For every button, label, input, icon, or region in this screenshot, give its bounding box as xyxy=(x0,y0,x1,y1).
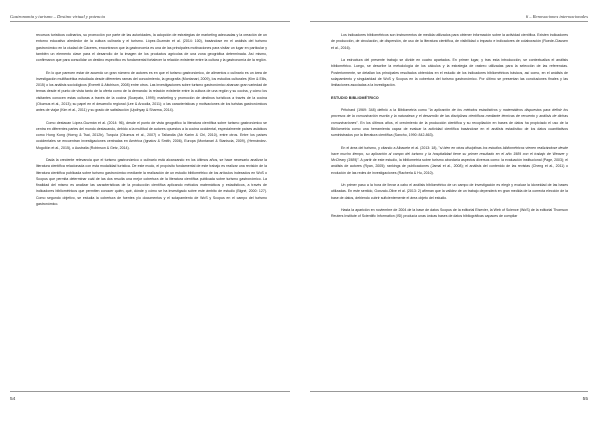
paragraph: La estructura del presente trabajo se divide en cuatro apartados. En primer lugar, y tras esta introducción, se contextualiza el análisis bibliométrico. Luego, se describe la metodología de los cálculos y la estrategia de rastreo utilizadas para la selección de las referencias. Posteriormente, se detallan los principales resultados obtenidos en el estudio de los indicadores bibliométricos básicos, así como, en el análisis de solapamiento y singularidad de WoS y Scopus en la cobertura del turismo gastronómico. Por último se presentan las conclusiones finales y las limitaciones asociadas a la investigación. xyxy=(331,58,568,87)
text-run: ". A partir de este estudio, la bibliometría sobre turismo abordaría aspectos diversos como: la evaluación institucional (Page, 2003); el análisis de autores (Ryan, 2005); rankings de publicaciones (Jamal et al., 2008); el análisis del contenido de las revistas (Cheng et al., 2011) o evolución de las redes de investigaciones (Racherla & Hu, 2010). xyxy=(331,158,568,175)
text-run: En el área del turismo, y citando a Albacete et al. (2013: 18), " xyxy=(341,145,440,150)
body-text xyxy=(331,32,568,226)
paragraph: recursos turísticos culinarios, su promoción por parte de las autoridades, la adopción de estrategias de marketing adecuadas y la creación de un entorno educativo alrededor de la cultura culinaria y el turismo. López-Guzmán et al. (2014: 100), basándose en el análisis del turismo gastronómico en la ciudad de Cáceres, encontraron que la gastronomía es una de las principales motivaciones para visitar un lugar en particular y también un elemento clave para el desarrollo de la imagen de los productos agrícolas de una zona geográfica determinada. Así mismo, confirmaron que para consolidar un destino específico es fundamental fortalecer la relación existente entre la cultura y la gastronomía de la región. xyxy=(36,33,267,62)
header-rule xyxy=(310,21,588,22)
paragraph-definition xyxy=(331,107,568,138)
paragraph: En lo que parecen estar de acuerdo un gran número de autores es en que el turismo gastronómico, de alimentos o culinario es un área de investigación multifacética estudiada desde diferentes ramas del conocimiento, la geografía (Montanari, 2009), los estudios culturales (Kim & Ellis, 2015) o los análisis sociológicos (Everett & Aitchison, 2008) entre otros. Las investigaciones sobre turismo gastronómico abarcan gran variedad de temas desde el punto de vista tanto de la oferta como de la demanda: la relación existente entre la cultura de una región y su cocina, y cómo los visitantes conocen estas culturas a través de la cocina (Scarpato, 1999); marketing y promoción de destinos turísticos a través de la cocina (Okumus et al., 2013); su papel en el desarrollo regional (Lee & Arcodia, 2011); o las características y motivaciones de los turistas gastronómicos antes de viajar (Kim et al., 2011) y su grado de satisfacción (Updhyay & Sharma, 2014). xyxy=(36,70,267,112)
paragraph: Dada la creciente relevancia que el turismo gastronómico o culinario está alcanzando en los últimos años, se hace necesario analizar la literatura científica relacionada con esta modalidad turística. De este modo, el propósito fundamental de este trabajo es realizar una revisión de la literatura científica publicada sobre turismo gastronómico mediante la realización de un estudio bibliométrico de los artículos indexados en WoS o Scopus que permita determinar cuál de las dos resulta una mejor cobertura de la literatura científica publicada sobre turismo gastronómico. La finalidad del mismo es analizar las características de la producción científica aplicando métodos matemáticos y estadísticos, a través de indicadores bibliométricos que permiten conocer quién, qué, dónde y cómo se ha investigado sobre este ámbito de estudio (Bigné, 2000: 127). Como segundo objetivo, se estudia la cobertura de fuentes y/o documentos y el solapamiento de WoS y Scopus en el campo del turismo gastronómico. xyxy=(36,158,267,206)
footer-rule xyxy=(10,391,290,392)
footer-rule xyxy=(310,391,588,392)
paragraph-tourism xyxy=(331,145,568,176)
italic-quote: la aplicación de los métodos estadísticos y matemáticos dispuestos para definir los procesos de la comunicación escrita y la naturaleza y el desarrollo de las disciplinas científicas mediante técnicas de recuento y análisis de dichas comunicaciones xyxy=(331,108,568,125)
text-run: Pritchard (1969: 348) definió a la Bibliometría como " xyxy=(341,108,430,112)
paragraph: Los indicadores bibliométricos son instrumentos de medida utilizados para obtener información sobre la actividad científica. Existen indicadores de producción, de circulación, de dispersión, de uso de la literatura científica, de visibilidad o impacto e indicadores de colaboración (Ruede-Clausen et al., 2016). xyxy=(331,33,568,50)
running-header: Gastronomía y turismo – Destino virtual y potencia xyxy=(10,14,105,19)
paragraph: Como destacan López-Guzmán et al. (2014: 96), desde el punto de vista geográfico la literatura científica sobre turismo gastronómico se centra en diferentes partes del mundo destacando, debido a la multitud de autores opuestos a la cocina occidental, especialmente países asiáticos como Hong Kong (Horng & Tsai, 2012b), Turquía (Okumus et al., 2007) o Tailandia (Ab Karim & Chi, 2010), entre otros. Entre los países occidentales se encuentran investigaciones centradas en América (Ignatov & Smith, 2006), Europa (Montanari & Staniscia, 2009), (Hernández-Mogollón et al., 2015), o Australia (Robinson & Getz, 2014). xyxy=(36,120,267,150)
header-rule xyxy=(10,21,290,22)
right-page xyxy=(300,0,600,424)
running-header: 6 – Renovaciones internacionales xyxy=(525,14,588,19)
italic-quote: si bien en otras disciplinas los estudios bibliométricos vienen realizándose desde hace mucho tiempo, su aplicación al campo del turismo y la hospitalidad tiene su primer resultado en el año 1989 con el trabajo de Weaver y McCleary (1989) xyxy=(331,145,568,162)
paragraph: Hasta la aparición en noviembre de 2004 de la base de datos Scopus de la editorial Elsevier, la Web of Science (WoS) de la editorial Thomson Reuters Institute of Scientific Information (ISI) producía unas únicas bases de datos bibliográficas capaces de compilar xyxy=(331,208,568,219)
section-heading: ESTUDIO BIBLIOMÉTRICO xyxy=(331,95,379,100)
paragraph: Un primer paso a la hora de llevar a cabo el análisis bibliométrico de un campo de investigación es elegir y evaluar la idoneidad de las bases utilizadas. En este sentido, Gonzalo-Olive et al. (2013: 2) afirman que la validez de un trabajo dependerá en gran medida de la correcta elección de la base de datos, debiendo cubrir suficientemente el área objeto del estudio. xyxy=(331,183,568,200)
body-text xyxy=(36,32,267,213)
page-number: 54 xyxy=(10,397,16,402)
text-run: ". En los últimos años, el crecimiento de la producción científica y su recopilación en bases de datos ha propiciado el uso de la Bibliometría como una herramienta capaz de evaluar la actividad científica basándose en el análisis estadístico de los datos cuantitativos suministrados por la literatura científica (Sancho, 1990: 842-863). xyxy=(331,120,568,137)
page-number: 55 xyxy=(582,397,588,402)
